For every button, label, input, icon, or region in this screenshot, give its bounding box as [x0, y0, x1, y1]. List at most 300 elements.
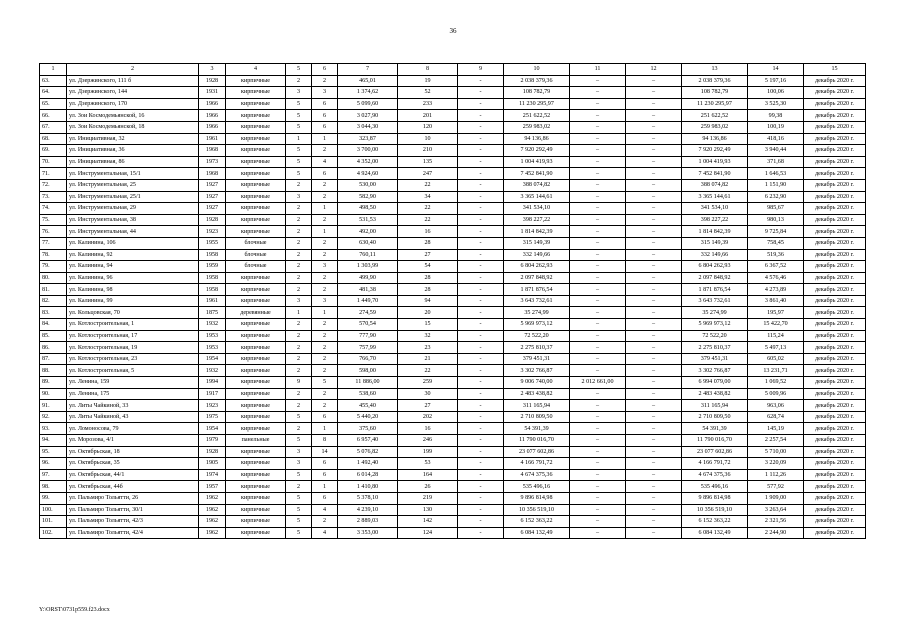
table-cell: 1927: [199, 179, 226, 191]
table-cell: –: [626, 87, 682, 99]
table-cell: 6 152 363,22: [504, 516, 570, 528]
table-cell: 99,38: [748, 110, 804, 122]
table-cell: -: [458, 191, 504, 203]
table-row: [40, 319, 866, 331]
table-cell: 4 239,10: [338, 504, 398, 516]
table-cell: –: [626, 156, 682, 168]
table-cell: ул. Пальмиро Тольятти, 42/4: [67, 527, 199, 539]
table-cell: –: [626, 516, 682, 528]
table-cell: кирпичные: [226, 342, 286, 354]
table-cell: -: [458, 527, 504, 539]
table-cell: 777,90: [338, 330, 398, 342]
table-cell: 9 725,84: [748, 226, 804, 238]
table-cell: 2: [312, 388, 338, 400]
table-cell: –: [626, 504, 682, 516]
table-cell: 371,68: [748, 156, 804, 168]
table-cell: кирпичные: [226, 492, 286, 504]
table-cell: ул. Инициативная, 36: [67, 145, 199, 157]
table-cell: 1957: [199, 481, 226, 493]
column-number-row: [40, 64, 866, 76]
table-cell: ул. Пальмиро Тольятти, 42/3: [67, 516, 199, 528]
table-cell: 1962: [199, 504, 226, 516]
table-cell: 1 410,80: [338, 481, 398, 493]
table-cell: декабрь 2020 г.: [804, 145, 866, 157]
table-cell: 5 969 973,12: [682, 319, 748, 331]
table-cell: ул. Калинина, 94: [67, 261, 199, 273]
table-cell: 1928: [199, 446, 226, 458]
table-cell: 6 994 079,00: [682, 377, 748, 389]
table-cell: 1953: [199, 342, 226, 354]
table-cell: -: [458, 261, 504, 273]
table-cell: 164: [398, 469, 458, 481]
table-cell: 5: [286, 411, 312, 423]
table-cell: 9: [286, 377, 312, 389]
table-cell: 108 782,79: [504, 87, 570, 99]
table-cell: ул. Ленина, 159: [67, 377, 199, 389]
table-cell: декабрь 2020 г.: [804, 249, 866, 261]
table-cell: 23 077 602,86: [682, 446, 748, 458]
table-cell: 2: [286, 179, 312, 191]
table-cell: 94 136,86: [504, 133, 570, 145]
table-cell: 1: [312, 226, 338, 238]
table-cell: 28: [398, 272, 458, 284]
table-cell: -: [458, 156, 504, 168]
table-cell: кирпичные: [226, 400, 286, 412]
table-cell: –: [626, 295, 682, 307]
table-cell: –: [626, 353, 682, 365]
table-cell: декабрь 2020 г.: [804, 365, 866, 377]
table-cell: 2: [312, 145, 338, 157]
table-cell: 3: [286, 295, 312, 307]
table-cell: 27: [398, 400, 458, 412]
column-number-cell: 14: [748, 64, 804, 76]
table-cell: 757,99: [338, 342, 398, 354]
table-cell: декабрь 2020 г.: [804, 377, 866, 389]
table-cell: 99.: [40, 492, 67, 504]
table-cell: 2 097 848,92: [504, 272, 570, 284]
table-cell: 1968: [199, 145, 226, 157]
table-cell: 2: [312, 214, 338, 226]
table-cell: ул. Котлостроительная, 17: [67, 330, 199, 342]
table-cell: 980,13: [748, 214, 804, 226]
table-cell: –: [570, 295, 626, 307]
table-cell: –: [626, 319, 682, 331]
table-cell: -: [458, 145, 504, 157]
table-cell: 388 074,82: [682, 179, 748, 191]
table-cell: кирпичные: [226, 423, 286, 435]
table-cell: 418,16: [748, 133, 804, 145]
table-row: [40, 98, 866, 110]
table-cell: –: [570, 156, 626, 168]
table-cell: 65.: [40, 98, 67, 110]
table-cell: 6 804 262,93: [682, 261, 748, 273]
column-number-cell: 10: [504, 64, 570, 76]
table-cell: -: [458, 492, 504, 504]
table-row: [40, 133, 866, 145]
column-number-cell: 5: [286, 64, 312, 76]
table-cell: 379 451,31: [504, 353, 570, 365]
table-cell: 2: [312, 516, 338, 528]
table-cell: 2: [312, 342, 338, 354]
table-cell: –: [570, 284, 626, 296]
table-cell: 2: [286, 203, 312, 215]
table-cell: -: [458, 481, 504, 493]
table-cell: 985,67: [748, 203, 804, 215]
table-cell: 1 112,26: [748, 469, 804, 481]
table-cell: 1 449,70: [338, 295, 398, 307]
table-cell: -: [458, 411, 504, 423]
table-cell: 83.: [40, 307, 67, 319]
table-cell: -: [458, 226, 504, 238]
table-row: [40, 469, 866, 481]
table-cell: 2 483 438,82: [504, 388, 570, 400]
table-cell: 1979: [199, 435, 226, 447]
table-cell: 1 909,00: [748, 492, 804, 504]
table-cell: 6: [312, 98, 338, 110]
table-row: [40, 330, 866, 342]
table-cell: –: [570, 492, 626, 504]
table-cell: –: [570, 446, 626, 458]
table-cell: 605,02: [748, 353, 804, 365]
table-cell: 3 220,09: [748, 458, 804, 470]
table-cell: 4: [312, 527, 338, 539]
table-cell: –: [570, 191, 626, 203]
table-cell: 379 451,31: [682, 353, 748, 365]
table-cell: 2: [286, 365, 312, 377]
table-cell: 1 303,99: [338, 261, 398, 273]
table-cell: кирпичные: [226, 284, 286, 296]
table-cell: 5 076,82: [338, 446, 398, 458]
table-cell: декабрь 2020 г.: [804, 481, 866, 493]
table-cell: 102.: [40, 527, 67, 539]
table-cell: декабрь 2020 г.: [804, 272, 866, 284]
table-cell: ул. Зои Космодемьянской, 18: [67, 121, 199, 133]
table-cell: 1953: [199, 330, 226, 342]
table-cell: 3 365 144,61: [504, 191, 570, 203]
table-cell: 1955: [199, 237, 226, 249]
table-cell: кирпичные: [226, 75, 286, 87]
table-cell: -: [458, 87, 504, 99]
table-cell: –: [626, 330, 682, 342]
table-cell: 5: [286, 145, 312, 157]
table-cell: –: [570, 400, 626, 412]
table-cell: -: [458, 388, 504, 400]
table-cell: 3: [286, 191, 312, 203]
table-cell: 2 038 379,36: [504, 75, 570, 87]
table-cell: декабрь 2020 г.: [804, 411, 866, 423]
table-cell: –: [626, 481, 682, 493]
table-cell: 1994: [199, 377, 226, 389]
table-cell: кирпичные: [226, 319, 286, 331]
table-cell: 15 422,70: [748, 319, 804, 331]
table-cell: кирпичные: [226, 226, 286, 238]
column-number-cell: 12: [626, 64, 682, 76]
table-cell: кирпичные: [226, 481, 286, 493]
table-cell: 766,70: [338, 353, 398, 365]
table-cell: ул. Котлостроительная, 23: [67, 353, 199, 365]
table-cell: 124: [398, 527, 458, 539]
table-cell: кирпичные: [226, 168, 286, 180]
table-row: [40, 446, 866, 458]
table-cell: 5: [286, 469, 312, 481]
table-cell: кирпичные: [226, 191, 286, 203]
table-cell: кирпичные: [226, 110, 286, 122]
table-cell: –: [626, 527, 682, 539]
table-cell: 2 275 810,37: [682, 342, 748, 354]
table-row: [40, 156, 866, 168]
table-cell: 233: [398, 98, 458, 110]
table-cell: 4 352,00: [338, 156, 398, 168]
column-number-cell: 11: [570, 64, 626, 76]
table-cell: 2 012 661,00: [570, 377, 626, 389]
table-cell: -: [458, 237, 504, 249]
table-cell: ул. Октябрьская, 18: [67, 446, 199, 458]
table-cell: 1 069,52: [748, 377, 804, 389]
table-cell: 535 496,16: [504, 481, 570, 493]
table-cell: –: [570, 353, 626, 365]
table-cell: 5: [286, 527, 312, 539]
table-cell: –: [626, 342, 682, 354]
table-cell: –: [570, 237, 626, 249]
table-cell: 247: [398, 168, 458, 180]
table-cell: 78.: [40, 249, 67, 261]
table-cell: 7 920 292,49: [682, 145, 748, 157]
table-cell: -: [458, 400, 504, 412]
table-cell: декабрь 2020 г.: [804, 295, 866, 307]
table-cell: -: [458, 295, 504, 307]
table-cell: ул. Котлостроительная, 5: [67, 365, 199, 377]
column-number-cell: 13: [682, 64, 748, 76]
table-cell: 760,11: [338, 249, 398, 261]
table-cell: кирпичные: [226, 458, 286, 470]
table-cell: 32: [398, 330, 458, 342]
table-cell: 199: [398, 446, 458, 458]
table-cell: 1923: [199, 400, 226, 412]
table-cell: 311 165,94: [504, 400, 570, 412]
table-cell: 8: [312, 435, 338, 447]
table-cell: 2: [286, 388, 312, 400]
table-cell: кирпичные: [226, 214, 286, 226]
table-cell: –: [570, 388, 626, 400]
table-cell: 5 497,13: [748, 342, 804, 354]
table-cell: –: [626, 435, 682, 447]
table-row: [40, 179, 866, 191]
table-cell: –: [570, 307, 626, 319]
table-cell: ул. Инструментальная, 25: [67, 179, 199, 191]
table-cell: 3 263,64: [748, 504, 804, 516]
table-cell: 2: [286, 481, 312, 493]
table-cell: 323,87: [338, 133, 398, 145]
table-cell: 10 356 519,10: [682, 504, 748, 516]
table-cell: 195,97: [748, 307, 804, 319]
table-cell: 492,00: [338, 226, 398, 238]
table-cell: 963,06: [748, 400, 804, 412]
table-cell: 19: [398, 75, 458, 87]
table-cell: 34: [398, 191, 458, 203]
table-cell: –: [570, 330, 626, 342]
table-cell: 4 924,60: [338, 168, 398, 180]
table-cell: 1958: [199, 284, 226, 296]
table-cell: -: [458, 516, 504, 528]
table-cell: 570,54: [338, 319, 398, 331]
table-cell: 538,60: [338, 388, 398, 400]
table-cell: 2: [286, 226, 312, 238]
table-cell: ул. Кольцовская, 70: [67, 307, 199, 319]
table-cell: –: [570, 87, 626, 99]
table-cell: –: [626, 203, 682, 215]
table-cell: 2: [312, 330, 338, 342]
table-cell: 481,38: [338, 284, 398, 296]
table-cell: 14: [312, 446, 338, 458]
table-cell: 758,45: [748, 237, 804, 249]
table-cell: 22: [398, 214, 458, 226]
table-cell: 5: [286, 121, 312, 133]
table-cell: 142: [398, 516, 458, 528]
table-cell: 6: [312, 168, 338, 180]
table-cell: 1975: [199, 411, 226, 423]
table-cell: ул. Котлостроительная, 1: [67, 319, 199, 331]
table-row: [40, 377, 866, 389]
table-cell: 1 814 842,39: [682, 226, 748, 238]
table-cell: декабрь 2020 г.: [804, 203, 866, 215]
table-cell: 2: [312, 365, 338, 377]
table-cell: 10: [398, 133, 458, 145]
table-cell: 101.: [40, 516, 67, 528]
table-cell: -: [458, 446, 504, 458]
table-cell: ул. Литы Чайкиной, 43: [67, 411, 199, 423]
table-cell: 5 197,16: [748, 75, 804, 87]
table-cell: ул. Пальмиро Тольятти, 30/1: [67, 504, 199, 516]
table-cell: 1962: [199, 516, 226, 528]
table-cell: 1954: [199, 353, 226, 365]
table-cell: 332 149,66: [504, 249, 570, 261]
table-cell: 246: [398, 435, 458, 447]
table-cell: 4: [312, 156, 338, 168]
table-cell: –: [626, 145, 682, 157]
table-cell: 72.: [40, 179, 67, 191]
table-cell: 94: [398, 295, 458, 307]
table-cell: -: [458, 179, 504, 191]
table-cell: 3 027,90: [338, 110, 398, 122]
table-cell: 84.: [40, 319, 67, 331]
table-cell: ул. Литы Чайкиной, 33: [67, 400, 199, 412]
table-cell: 66.: [40, 110, 67, 122]
table-cell: 2: [286, 237, 312, 249]
table-row: [40, 492, 866, 504]
table-cell: 1927: [199, 191, 226, 203]
table-cell: ул. Дзержинского, 170: [67, 98, 199, 110]
table-cell: 100.: [40, 504, 67, 516]
column-number-cell: 9: [458, 64, 504, 76]
table-cell: декабрь 2020 г.: [804, 527, 866, 539]
table-cell: 87.: [40, 353, 67, 365]
table-cell: ул. Инструментальная, 15/1: [67, 168, 199, 180]
table-cell: 1973: [199, 156, 226, 168]
table-cell: ул. Инструментальная, 38: [67, 214, 199, 226]
table-cell: 2: [286, 272, 312, 284]
table-cell: декабрь 2020 г.: [804, 237, 866, 249]
table-cell: декабрь 2020 г.: [804, 353, 866, 365]
table-cell: 6: [312, 469, 338, 481]
table-cell: –: [626, 121, 682, 133]
table-cell: декабрь 2020 г.: [804, 446, 866, 458]
table-cell: 13 231,71: [748, 365, 804, 377]
table-cell: 97.: [40, 469, 67, 481]
column-number-cell: 7: [338, 64, 398, 76]
table-cell: 15: [398, 319, 458, 331]
table-cell: 2: [286, 400, 312, 412]
table-cell: 88.: [40, 365, 67, 377]
table-cell: ул. Дзержинского, 144: [67, 87, 199, 99]
table-cell: 130: [398, 504, 458, 516]
table-cell: декабрь 2020 г.: [804, 307, 866, 319]
table-cell: –: [570, 504, 626, 516]
table-row: [40, 191, 866, 203]
table-cell: 5: [312, 377, 338, 389]
table-cell: 535 496,16: [682, 481, 748, 493]
table-cell: -: [458, 342, 504, 354]
table-cell: декабрь 2020 г.: [804, 504, 866, 516]
table-cell: 2 275 810,37: [504, 342, 570, 354]
table-cell: декабрь 2020 г.: [804, 87, 866, 99]
table-cell: 341 534,10: [504, 203, 570, 215]
table-cell: кирпичные: [226, 388, 286, 400]
table-cell: –: [570, 469, 626, 481]
table-cell: 1: [312, 423, 338, 435]
table-cell: 630,40: [338, 237, 398, 249]
table-cell: –: [626, 133, 682, 145]
table-row: [40, 295, 866, 307]
column-number-cell: 3: [199, 64, 226, 76]
table-row: [40, 307, 866, 319]
table-cell: 26: [398, 481, 458, 493]
table-cell: –: [626, 179, 682, 191]
table-cell: ул. Калинина, 92: [67, 249, 199, 261]
table-cell: 27: [398, 249, 458, 261]
table-cell: декабрь 2020 г.: [804, 214, 866, 226]
table-cell: кирпичные: [226, 469, 286, 481]
table-cell: 3: [286, 87, 312, 99]
table-row: [40, 388, 866, 400]
table-cell: –: [626, 388, 682, 400]
table-cell: 7 452 841,90: [682, 168, 748, 180]
table-cell: -: [458, 377, 504, 389]
table-cell: декабрь 2020 г.: [804, 191, 866, 203]
table-row: [40, 411, 866, 423]
table-cell: -: [458, 133, 504, 145]
table-cell: 11 790 016,70: [504, 435, 570, 447]
table-cell: –: [570, 411, 626, 423]
table-cell: –: [626, 469, 682, 481]
table-cell: 398 227,22: [682, 214, 748, 226]
table-cell: 75.: [40, 214, 67, 226]
table-row: [40, 75, 866, 87]
table-cell: –: [626, 249, 682, 261]
table-cell: 74.: [40, 203, 67, 215]
table-cell: 1923: [199, 226, 226, 238]
table-row: [40, 261, 866, 273]
table-cell: -: [458, 98, 504, 110]
table-cell: –: [570, 342, 626, 354]
table-cell: 1875: [199, 307, 226, 319]
table-cell: 3 643 732,61: [504, 295, 570, 307]
table-cell: 5 969 973,12: [504, 319, 570, 331]
table-cell: 2: [286, 249, 312, 261]
table-cell: 2: [312, 179, 338, 191]
table-cell: -: [458, 284, 504, 296]
table-cell: -: [458, 272, 504, 284]
table-cell: –: [570, 261, 626, 273]
